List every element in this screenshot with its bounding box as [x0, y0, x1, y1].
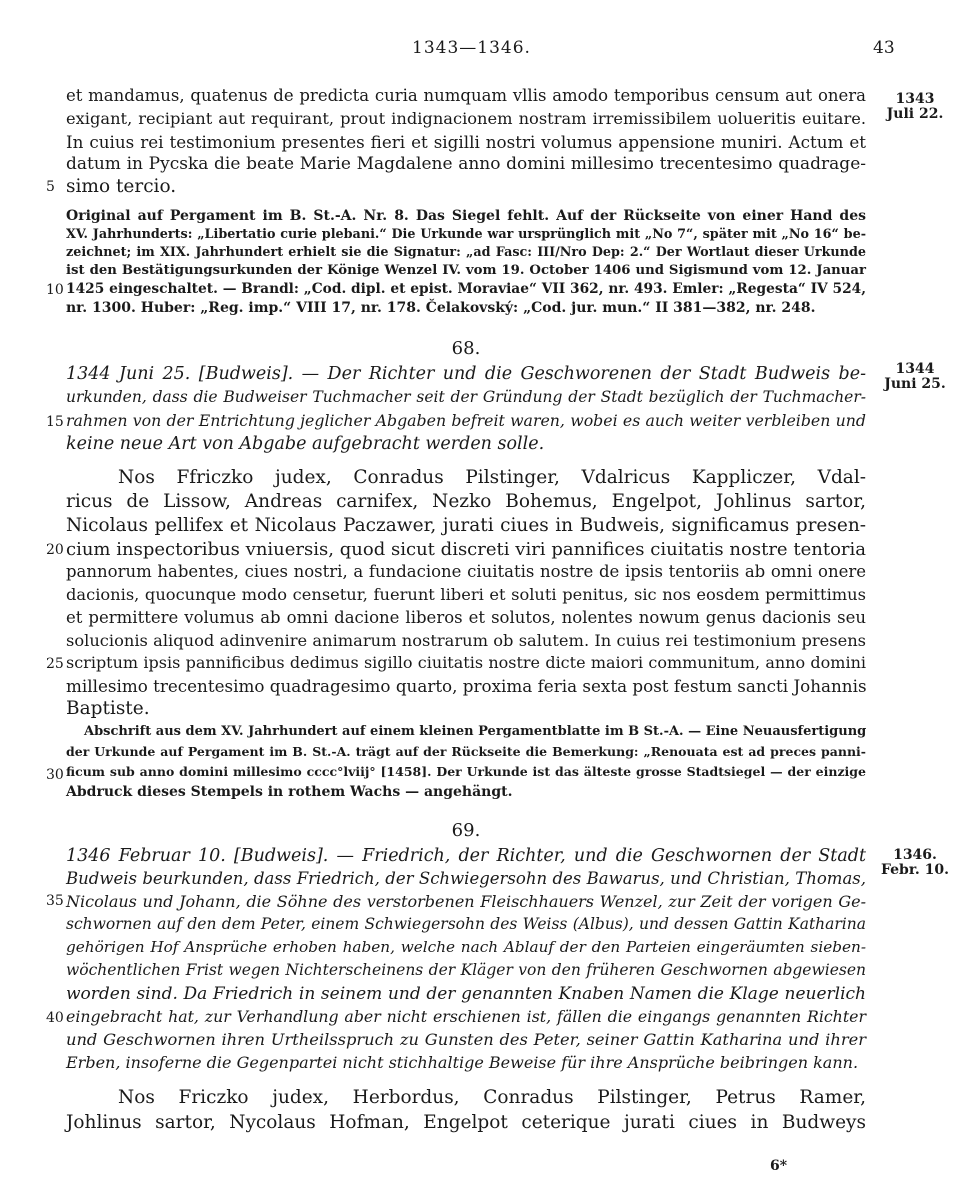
regest-line: und Geschwornen ihren Urtheilsspruch zu Gunsten des Peter, seiner Gattin Katharina und ihrer — [66, 1030, 866, 1049]
running-title: 1343—1346. — [412, 38, 531, 58]
note-line: Original auf Pergament im B. St.-A. Nr. 8. Das Siegel fehlt. Auf der Rückseite von einer Hand des — [66, 208, 866, 224]
text-line: dacionis, quocunque modo censetur, fuerunt liberi et soluti penitus, sic nos eosdem permittimus — [66, 585, 866, 604]
regest-line: schwornen auf den dem Peter, einem Schwiegersohn des Weiss (Albus), und dessen Gattin Katharina — [66, 915, 866, 933]
margin-year: 1344 — [895, 361, 935, 377]
text-line: et mandamus, quatenus de predicta curia numquam vllis amodo temporibus censum aut onera — [66, 86, 866, 105]
note-line: ficum sub anno domini millesimo cccc°lviij° [1458]. Der Urkunde ist das älteste grosse Stadtsiegel — der einzige — [66, 764, 866, 779]
note-line: nr. 1300. Huber: „Reg. imp.“ VIII 17, nr. 178. Čelakovský: „Cod. jur. mun.“ II 381—382, nr. 248. — [66, 300, 816, 316]
regest-line: 1346 Februar 10. [Budweis]. — Friedrich, der Richter, und die Geschwornen der Stadt — [66, 846, 866, 866]
note-line: Abdruck dieses Stempels in rothem Wachs — angehängt. — [66, 784, 513, 800]
line-number: 15 — [46, 414, 64, 430]
note-line: der Urkunde auf Pergament im B. St.-A. trägt auf der Rückseite die Bemerkung: „Renouata est ad preces panni- — [66, 744, 866, 759]
regest-line: rahmen von der Entrichtung jeglicher Abgaben befreit waren, wobei es auch weiter verbleiben und — [66, 411, 866, 430]
regest-line: Nicolaus und Johann, die Söhne des verstorbenen Fleischhauers Wenzel, zur Zeit der vorigen Ge- — [66, 892, 866, 911]
text-line: Nicolaus pellifex et Nicolaus Paczawer, jurati ciues in Budweis, significamus presen- — [66, 515, 866, 536]
text-line: pannorum habentes, ciues nostri, a fundacione ciuitatis nostre de ipsis tentoriis ab omni onere — [66, 562, 866, 581]
text-line: datum in Pycska die beate Marie Magdalene anno domini millesimo trecentesimo quadrage- — [66, 154, 866, 174]
note-line: ist den Bestätigungsurkunden der Könige Wenzel IV. vom 19. October 1406 und Sigismund vom 12. Januar — [66, 263, 866, 278]
margin-date-1344 — [880, 362, 950, 392]
text-line: In cuius rei testimonium presentes fieri et sigilli nostri volumus appensione muniri. Actum et — [66, 132, 866, 152]
signature-mark: 6* — [770, 1158, 788, 1174]
regest-line: keine neue Art von Abgabe aufgebracht werden solle. — [66, 434, 545, 454]
margin-day: Juli 22. — [886, 106, 944, 122]
text-line: Nos Ffriczko judex, Conradus Pilstinger, Vdalricus Kappliczer, Vdal- — [118, 467, 866, 488]
page-number: 43 — [873, 38, 895, 58]
line-number: 25 — [46, 656, 64, 672]
margin-year: 1343 — [895, 91, 935, 107]
line-number: 5 — [46, 179, 55, 195]
note-line: 1425 eingeschaltet. — Brandl: „Cod. dipl. et epist. Moraviae“ VII 362, nr. 493. Emler: „Regesta“ IV 524, — [66, 281, 866, 297]
regest-line: worden sind. Da Friedrich in seinem und der genannten Knaben Namen die Klage neuerlich — [66, 984, 866, 1004]
text-line: simo tercio. — [66, 176, 177, 197]
text-line: scriptum ipsis pannificibus dedimus sigillo ciuitatis nostre dicte maiori communitum, anno domini — [66, 653, 866, 672]
regest-line: gehörigen Hof Ansprüche erhoben haben, welche nach Ablauf der den Parteien eingeräumten sieben- — [66, 938, 866, 956]
line-number: 40 — [46, 1010, 64, 1026]
note-line: XV. Jahrhunderts: „Libertatio curie plebani.“ Die Urkunde war ursprünglich mit „No 7“, später mit „No 16“ be- — [66, 227, 866, 242]
margin-date-1346 — [880, 848, 950, 878]
document-number: 68. — [451, 338, 481, 359]
regest-line: 1344 Juni 25. [Budweis]. — Der Richter und die Geschworenen der Stadt Budweis be- — [66, 364, 866, 384]
line-number: 35 — [46, 893, 64, 909]
line-number: 10 — [46, 282, 64, 298]
text-line: solucionis aliquod adinvenire animarum nostrarum ob salutem. In cuius rei testimonium presens — [66, 631, 866, 650]
regest-line: Erben, insoferne die Gegenpartei nicht stichhaltige Beweise für ihre Ansprüche beibringen kann. — [66, 1053, 859, 1072]
margin-day: Febr. 10. — [880, 862, 950, 878]
text-line: et permittere volumus ab omni dacione liberos et solutos, nolentes nowum genus dacionis seu — [66, 608, 866, 627]
note-line: zeichnet; im XIX. Jahrhundert erhielt sie die Signatur: „ad Fasc: III/Nro Dep: 2.“ Der Wortlaut dieser Urkunde — [66, 245, 866, 260]
line-number: 30 — [46, 767, 64, 783]
page-header — [0, 38, 960, 62]
margin-date-1343 — [880, 92, 950, 122]
text-line: millesimo trecentesimo quadragesimo quarto, proxima feria sexta post festum sancti Johannis — [66, 676, 867, 696]
document-number: 69. — [451, 820, 481, 841]
regest-line: eingebracht hat, zur Verhandlung aber nicht erschienen ist, fällen die eingangs genannten Richter — [66, 1007, 866, 1026]
text-line: exigant, recipiant aut requirant, prout indignacionem nostram irremissibilem uolueritis euitare. — [66, 109, 866, 128]
note-line: Abschrift aus dem XV. Jahrhundert auf einem kleinen Pergamentblatte im B St.-A. — Eine Neuausfertigung — [84, 724, 867, 739]
text-line: Johlinus sartor, Nycolaus Hofman, Engelpot ceterique jurati ciues in Budweys — [66, 1112, 866, 1133]
text-line: ricus de Lissow, Andreas carnifex, Nezko Bohemus, Engelpot, Johlinus sartor, — [66, 491, 866, 512]
regest-line: Budweis beurkunden, dass Friedrich, der Schwiegersohn des Bawarus, und Christian, Thomas, — [66, 869, 866, 888]
regest-line: wöchentlichen Frist wegen Nichterscheinens der Kläger von den früheren Geschwornen abgewiesen — [66, 961, 866, 979]
text-line: cium inspectoribus vniuersis, quod sicut discreti viri pannifices ciuitatis nostre tentoria — [66, 539, 866, 560]
regest-line: urkunden, dass die Budweiser Tuchmacher seit der Gründung der Stadt bezüglich der Tuchmacher- — [66, 388, 866, 406]
margin-day: Juni 25. — [884, 376, 946, 392]
margin-year: 1346. — [893, 847, 937, 863]
line-number: 20 — [46, 542, 64, 558]
text-line: Baptiste. — [66, 698, 150, 719]
text-line: Nos Friczko judex, Herbordus, Conradus Pilstinger, Petrus Ramer, — [118, 1087, 866, 1108]
